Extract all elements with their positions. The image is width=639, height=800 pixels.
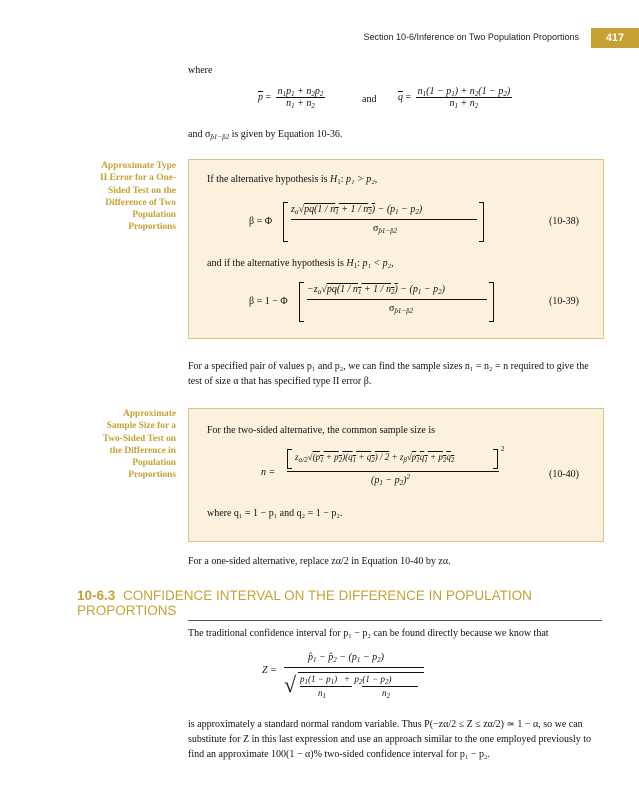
sigma-reference: and $\sigma_{p̂1-p̂2}$ is given by Equation 10-36. — [188, 129, 343, 141]
sample-size-box — [188, 408, 604, 542]
page-header — [0, 28, 639, 48]
equation-10-39: β = 1 − Φ $-z_\alpha√pq(1 / n_1 + 1 / n_2) - (p_1 - p_2)$ $\sigma_{p̂1-p̂2}$ — [249, 282, 549, 322]
box1-line2: and if the alternative hypothesis is $H_1$: p₁ < p₂, — [207, 258, 394, 270]
section-title: CONFIDENCE INTERVAL ON THE DIFFERENCE IN POPULATION PROPORTIONS — [77, 588, 532, 618]
h1-greater: p₁ > p₂, — [346, 174, 378, 185]
paragraph-ci-intro: The traditional confidence interval for p₁ − p₂ can be found directly because we know that — [188, 628, 549, 639]
qbar-equation: $\overline{q}$ = $\frac{n_1(1 - p_1) + n_2(1 - p_2)}{n_1 + n_2}$ — [398, 86, 511, 110]
section-rule — [188, 620, 602, 621]
box1-line2-text: and if the alternative hypothesis is — [207, 258, 344, 269]
eq-number-10-40: (10-40) — [549, 469, 579, 480]
running-head: Section 10-6/Inference on Two Population Proportions — [363, 32, 579, 42]
box2-where-line: where q₁ = 1 − p₁ and q₂ = 1 − p₂. — [207, 508, 343, 519]
section-heading — [77, 588, 607, 618]
equation-10-40: n = $z_{\alpha/2}√(p_1 + p_2)(q_1 + q_2) / 2 + z_\beta√p_1q_1 + p_2q_2$ 2 $(p_1 - p_2)^2$ — [261, 445, 505, 487]
box1-line1-text: If the alternative hypothesis is — [207, 174, 328, 185]
equation-10-38: β = Φ $z_\alpha√pq(1 / n_1 + 1 / n_2) - (p_1 - p_2)$ $\sigma_{p̂1-p̂2}$ — [249, 202, 549, 242]
pbar-equation: $\overline{p}$ = $\frac{n_1p_1 + n_2p_2}{n_1 + n_2}$ — [258, 86, 324, 110]
section-number: 10-6.3 — [77, 588, 116, 603]
box1-line1: If the alternative hypothesis is $H_1$: p₁ > p₂, — [207, 174, 378, 186]
margin-note-type2-error: Approximate Type II Error for a One-Sided Test on the Difference of Two Population Proportions — [99, 161, 176, 233]
paragraph-sample-size-intro: For a specified pair of values p₁ and p₂, we can find the sample sizes n₁ = n₂ = n required to give the test of size α that has specified type II error β. — [188, 361, 589, 387]
eq-number-10-39: (10-39) — [549, 296, 579, 307]
paragraph-ci-derivation: is approximately a standard normal random variable. Thus P(−zα/2 ≤ Z ≤ zα/2) ≃ 1 − α, so we can substitute for Z in this last expression and use an approach similar to the one employed previously to find an approximate 100(1 − α)% two-sided confidence interval for p₁ − p₂. — [188, 719, 591, 760]
where-label: where — [188, 65, 213, 76]
and-prefix: and — [188, 129, 203, 140]
type2-error-box — [188, 159, 604, 339]
h1-less: p₁ < p₂, — [362, 258, 394, 269]
margin-note-sample-size: Approximate Sample Size for a Two-Sided Test on the Difference in Population Proportions — [102, 409, 176, 481]
and-label: and — [362, 94, 377, 105]
sigma-text: is given by Equation 10-36. — [231, 129, 343, 140]
box2-line1: For the two-sided alternative, the common sample size is — [207, 425, 435, 436]
eq-number-10-38: (10-38) — [549, 216, 579, 227]
paragraph-one-sided: For a one-sided alternative, replace zα/2 in Equation 10-40 by zα. — [188, 556, 451, 567]
z-statistic-equation: Z = $p̂_1$ − $p̂_2 - (p_1 - p_2)$ √ $p_1(1 - p_1) + p_2(1 - p_2)$ $n_1$ $n_2$ — [262, 648, 462, 708]
page-number: 417 — [591, 28, 639, 48]
